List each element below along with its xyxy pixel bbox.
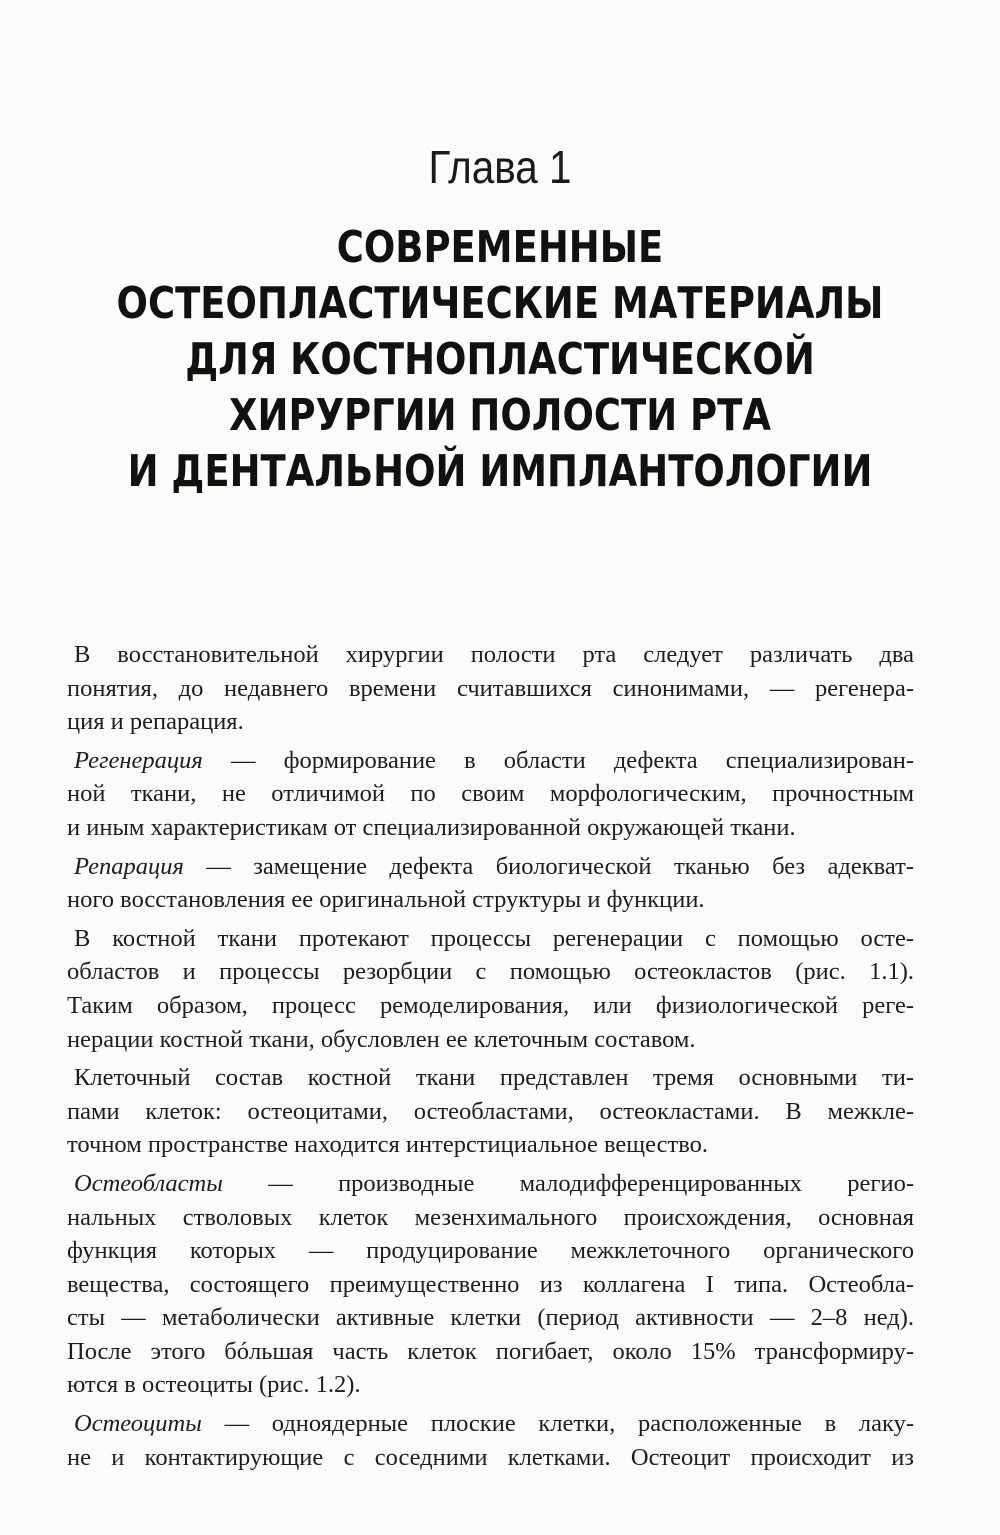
chapter-title-line: ДЛЯ КОСТНОПЛАСТИЧЕСКОЙ — [185, 334, 815, 385]
text-line: ются в остеоциты (рис. 1.2). — [67, 1371, 361, 1399]
text-line: понятия, до недавнего времени считавшихся синонимами, — регенера- — [67, 674, 914, 702]
chapter-title-line: ХИРУРГИИ ПОЛОСТИ РТА — [229, 390, 771, 441]
text-line: точном пространстве находится интерстициальное вещество. — [67, 1131, 709, 1159]
text-line: вещества, состоящего преимущественно из коллагена I типа. Остеобла- — [67, 1270, 914, 1298]
paragraph-osteoblasts — [67, 1167, 914, 1402]
text-line: пами клеток: остеоцитами, остеобластами, остеокластами. В межкле- — [67, 1097, 914, 1125]
paragraph-intro — [67, 638, 914, 739]
text-line: После этого бóльшая часть клеток погибает, около 15% трансформиру- — [67, 1337, 914, 1365]
text-line: функция которых — продуцирование межклеточного органического — [67, 1237, 914, 1265]
chapter-label: Глава 1 — [428, 141, 572, 193]
text-fragment: — одноядерные плоские клетки, расположенные в лаку- — [201, 1410, 914, 1438]
body-text — [67, 638, 914, 1479]
chapter-title-line: ОСТЕОПЛАСТИЧЕСКИЕ МАТЕРИАЛЫ — [116, 278, 884, 329]
text-line: В восстановительной хирургии полости рта следует различать два — [74, 641, 914, 668]
text-line — [67, 850, 914, 884]
text-line: не и контактирующие с соседними клетками. Остеоцит происходит из — [67, 1443, 914, 1471]
paragraph-osteocytes — [67, 1407, 914, 1474]
text-line: Клеточный состав костной ткани представлен тремя основными ти- — [74, 1064, 914, 1092]
text-line — [67, 1407, 914, 1441]
text-line: ного восстановления ее оригинальной структуры и функции. — [67, 886, 705, 914]
paragraph-cell-composition — [67, 1061, 914, 1162]
paragraph-regeneration — [67, 744, 914, 845]
text-line: областов и процессы резорбции с помощью остеокластов (рис. 1.1). — [67, 958, 914, 986]
text-line: ция и репарация. — [67, 708, 244, 736]
term-regeneration: Регенерация — [74, 746, 203, 774]
text-line: ной ткани, не отличимой по своим морфологическим, прочностным — [67, 780, 914, 808]
chapter-title-line: СОВРЕМЕННЫЕ — [336, 222, 664, 273]
text-line: В костной ткани протекают процессы регенерации с помощью осте- — [74, 924, 914, 952]
text-line: нальных стволовых клеток мезенхимального происхождения, основная — [67, 1203, 914, 1231]
term-osteoblasts: Остеобласты — [74, 1169, 223, 1197]
chapter-title-line: И ДЕНТАЛЬНОЙ ИМПЛАНТОЛОГИИ — [127, 446, 873, 497]
chapter-title — [0, 220, 1000, 500]
text-fragment: — замещение дефекта биологической тканью без адекват- — [183, 852, 914, 880]
text-fragment: — формирование в области дефекта специализирован- — [202, 746, 914, 774]
text-fragment: — производные малодифференцированных регио- — [222, 1169, 914, 1197]
text-line — [67, 1167, 914, 1201]
text-line: и иным характеристикам от специализированной окружающей ткани. — [67, 813, 796, 841]
term-osteocytes: Остеоциты — [74, 1410, 202, 1438]
term-reparation: Репарация — [74, 852, 184, 880]
paragraph-reparation — [67, 850, 914, 917]
text-line: Таким образом, процесс ремоделирования, или физиологической реге- — [67, 991, 914, 1019]
text-line: сты — метаболически активные клетки (период активности — 2–8 нед). — [67, 1304, 914, 1332]
paragraph-bone-processes — [67, 922, 914, 1056]
text-line: нерации костной ткани, обусловлен ее клеточным составом. — [67, 1025, 696, 1053]
text-line — [67, 744, 914, 778]
